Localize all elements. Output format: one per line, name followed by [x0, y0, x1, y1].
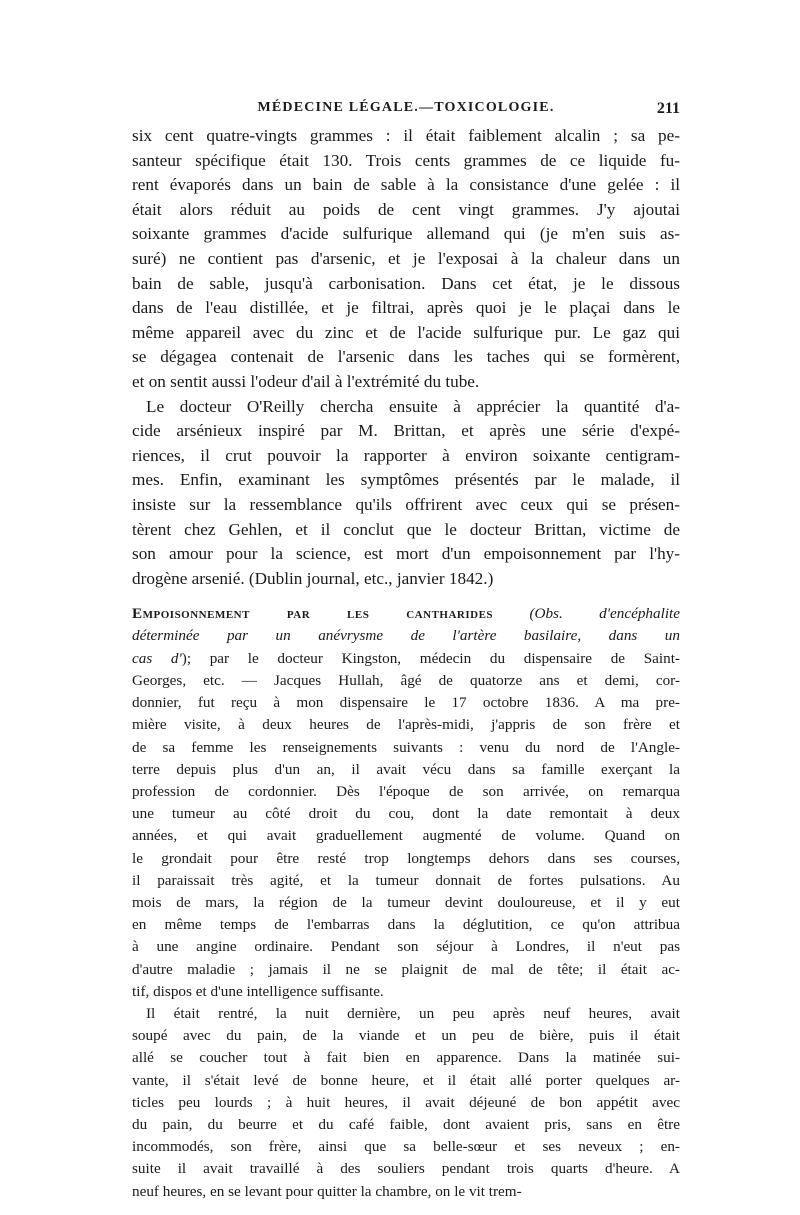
text-line: suite il avait travaillé à des souliers pendant trois quarts d'heure. A	[132, 1160, 680, 1178]
text-line: du pain, du beurre et du café faible, dont avaient pris, sans en être	[132, 1115, 680, 1133]
text-line: il paraissait très agité, et la tumeur donnait de fortes pulsations. Au	[132, 871, 680, 889]
text-line: allé se coucher tout à fait bien en apparence. Dans la matinée sui-	[132, 1049, 680, 1067]
text-line: tèrent chez Gehlen, et il conclut que le docteur Brittan, victime de	[132, 519, 680, 539]
text-line: vante, il s'était levé de bonne heure, et il était allé porter quelques ar-	[132, 1071, 680, 1089]
text-line: et on sentit aussi l'odeur d'ail à l'extrémité du tube.	[132, 371, 480, 391]
text-line: le grondait pour être resté trop longtemps dehors dans ses courses,	[132, 849, 680, 867]
text-line: même appareil avec du zinc et de l'acide sulfurique pur. Le gaz qui	[132, 322, 680, 342]
text-line: tif, dispos et d'une intelligence suffisante.	[132, 982, 384, 1000]
text-line: donnier, fut reçu à mon dispensaire le 17 octobre 1836. A ma pre-	[132, 694, 680, 712]
text-line: mes. Enfin, examinant les symptômes présentés par le malade, il	[132, 470, 680, 490]
text-line: à une angine ordinaire. Pendant son séjour à Londres, il n'eut pas	[132, 938, 680, 956]
section-subtitle-line3	[132, 648, 680, 670]
text-line: insiste sur la ressemblance qu'ils offrirent avec ceux qui se présen-	[132, 494, 680, 514]
text-line: était alors réduit au poids de cent vingt grammes. J'y ajoutai	[132, 199, 680, 219]
section-cantharides	[132, 603, 680, 1202]
text-line: ticles peu lourds ; à huit heures, il avait déjeuné de bon appétit avec	[132, 1093, 680, 1111]
text-line: profession de cordonnier. Dès l'époque de son arrivée, on remarqua	[132, 782, 680, 800]
text-line: Il était rentré, la nuit dernière, un peu après neuf heures, avait	[146, 1004, 680, 1022]
text-line: de sa femme les renseignements suivants : venu du nord de l'Angle-	[132, 738, 680, 756]
text-line: soixante grammes d'acide sulfurique allemand qui (je m'en suis as-	[132, 224, 680, 244]
paragraph-oreilly	[132, 395, 680, 592]
text-line: suré) ne contient pas d'arsenic, et je l'exposai à la chaleur dans un	[132, 248, 680, 268]
text-line: neuf heures, en se levant pour quitter la chambre, on le vit trem-	[132, 1182, 522, 1200]
text-line: terre depuis plus d'un an, il avait vécu dans sa famille exerçant la	[132, 760, 680, 778]
text-line: années, et qui avait graduellement augmenté de volume. Quand on	[132, 827, 680, 845]
paragraph-night-events	[132, 1003, 680, 1203]
text-line: dans de l'eau distillée, et je filtrai, après quoi je le plaçai dans le	[132, 298, 680, 318]
page-header	[132, 100, 680, 122]
section-heading-line	[132, 603, 680, 625]
text-line: en même temps de l'embarras dans la déglutition, ce qu'on attribua	[132, 916, 680, 934]
text-line: une tumeur au côté droit du cou, dont la date remontait à deux	[132, 805, 680, 823]
section-title: Empoisonnement par les cantharides	[132, 605, 494, 623]
text-line: Georges, etc. — Jacques Hullah, âgé de quatorze ans et demi, cor-	[132, 671, 680, 689]
text-line: mois de mars, la région de la tumeur devint douloureuse, et il y eut	[132, 893, 680, 911]
page-number: 211	[656, 100, 680, 117]
text-line: bain de sable, jusqu'à carbonisation. Dans cet état, je le dissous	[132, 273, 680, 293]
section-subtitle-italic-end: cas d'	[132, 649, 182, 667]
text-line: son amour pour la science, est mort d'un empoisonnement par l'hy-	[132, 544, 680, 564]
text-line: incommodés, son frère, ainsi que sa belle-sœur et ses neveux ; en-	[132, 1138, 680, 1156]
text-line: rent évaporés dans un bain de sable à la consistance d'une gelée : il	[132, 175, 680, 195]
text-line: mière visite, à deux heures de l'après-midi, j'appris de son frère et	[132, 716, 680, 734]
text-line: drogène arsenié. (Dublin journal, etc., janvier 1842.)	[132, 568, 494, 588]
text-line: se dégagea contenait de l'arsenic dans les taches qui se formèrent,	[132, 347, 680, 367]
running-head: MÉDECINE LÉGALE.—TOXICOLOGIE.	[257, 100, 555, 115]
text-line: d'autre maladie ; jamais il ne se plaignit de mal de tête; il était ac-	[132, 960, 680, 978]
text-line: six cent quatre-vingts grammes : il était faiblement alcalin ; sa pe-	[132, 126, 680, 145]
paragraph-case-history	[132, 670, 680, 1003]
text-line: cide arsénieux inspiré par M. Brittan, et après une série d'expé-	[132, 421, 680, 441]
body-text	[132, 124, 680, 1203]
text-line: Le docteur O'Reilly chercha ensuite à apprécier la quantité d'a-	[146, 396, 680, 416]
section-author-line: ); par le docteur Kingston, médecin du dispensaire de Saint-	[181, 649, 680, 667]
text-line: soupé avec du pain, de la viande et un peu de bière, puis il était	[132, 1027, 680, 1045]
section-subtitle-start: (Obs. d'encéphalite	[529, 605, 680, 623]
text-line: santeur spécifique était 130. Trois cents grammes de ce liquide fu-	[132, 150, 680, 170]
section-subtitle-line2: déterminée par un anévrysme de l'artère basilaire, dans un	[132, 627, 680, 645]
text-line: riences, il crut pouvoir la rapporter à environ soixante centigram-	[132, 445, 680, 465]
paragraph-arsenic-test	[132, 124, 680, 395]
